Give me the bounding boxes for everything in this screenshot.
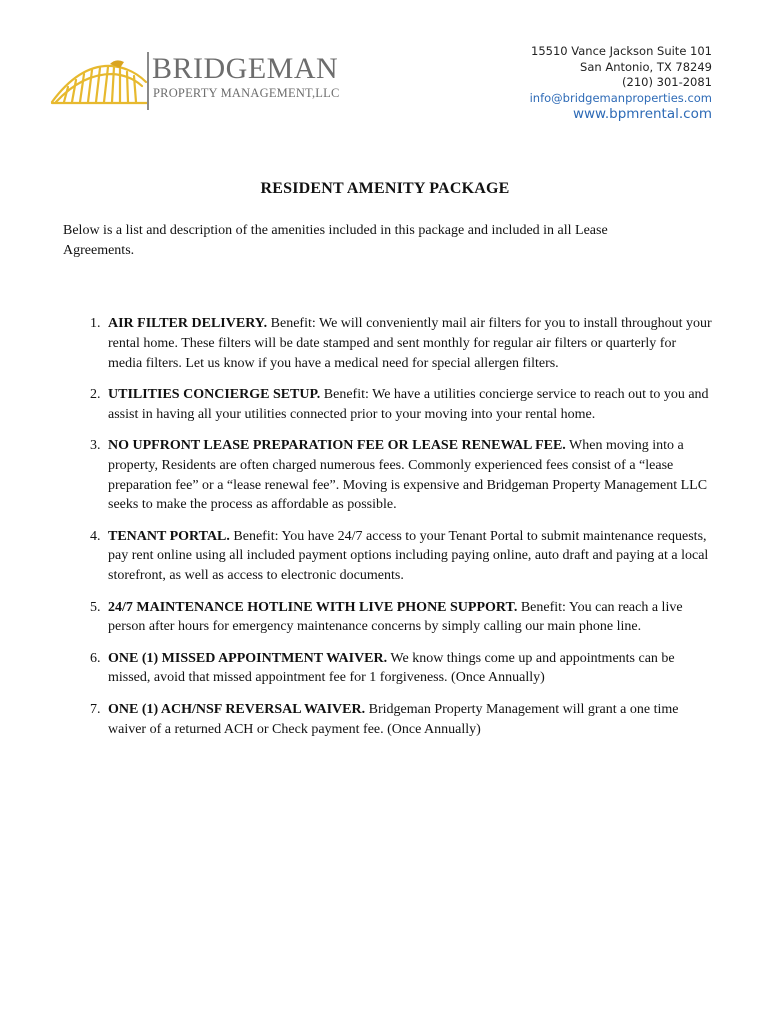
contact-block: [530, 44, 712, 123]
amenity-item-number: 1.: [90, 316, 101, 331]
logo-divider: [147, 52, 149, 110]
document-title: RESIDENT AMENITY PACKAGE: [260, 180, 510, 197]
amenity-item-number: 2.: [90, 386, 101, 402]
amenity-item-heading: ONE (1) ACH/NSF REVERSAL WAIVER.: [108, 701, 366, 717]
amenity-item-number: 4.: [90, 528, 101, 544]
amenity-item-body: Bridgeman Property Management will grant a one time waiver of a returned ACH or Check payment fee. (Once Annually): [108, 701, 679, 737]
amenity-item-number: 5.: [90, 599, 101, 615]
amenity-item-body: Benefit: We have a utilities concierge service to reach out to you and assist in having all your utilities connected prior to your moving into your rental home.: [108, 386, 709, 422]
amenity-item: [82, 700, 712, 740]
amenity-item-number: 6.: [90, 650, 101, 666]
amenity-item-body: When moving into a property, Residents are often charged numerous fees. Commonly experienced fees consist of a “lease preparation fee” or a “lease renewal fee”. Moving is expensive and Bridgeman Property Management LLC seeks to make the process as affordable as possible.: [108, 437, 708, 513]
amenity-item-heading: AIR FILTER DELIVERY.: [108, 316, 268, 331]
address-line-1: 15510 Vance Jackson Suite 101: [531, 44, 712, 58]
amenity-item-heading: NO UPFRONT LEASE PREPARATION FEE OR LEASE RENEWAL FEE.: [108, 437, 566, 453]
amenity-item-body: Benefit: You can reach a live person after hours for emergency maintenance concerns by simply calling our main phone line.: [108, 599, 683, 635]
amenity-item-heading: TENANT PORTAL.: [108, 528, 230, 544]
logo-company-subtitle: PROPERTY MANAGEMENT,LLC: [153, 86, 340, 100]
amenity-item-heading: UTILITIES CONCIERGE SETUP.: [108, 386, 321, 402]
phone-number: (210) 301-2081: [622, 75, 712, 89]
company-logo: [50, 50, 350, 115]
website-link[interactable]: www.bpmrental.com: [572, 106, 712, 122]
amenity-item: [82, 527, 712, 586]
amenity-item: [82, 598, 712, 638]
amenity-item-body: Benefit: We will conveniently mail air filters for you to install throughout your rental home. These filters will be date stamped and sent monthly for regular air filters or quarterly for media filters. Let us know if you have a medical need for special allergen filters.: [108, 316, 712, 371]
amenity-item-body: Benefit: You have 24/7 access to your Tenant Portal to submit maintenance requests, pay rent online using all included payment options including paying online, auto draft and paying at a local storefront, as well as access to electronic documents.: [108, 528, 709, 584]
amenity-item: [82, 314, 712, 373]
amenity-list: [82, 314, 712, 751]
amenity-item: [82, 436, 712, 515]
amenity-item-body: We know things come up and appointments can be missed, avoid that missed appointment fee for 1 forgiveness. (Once Annually): [108, 650, 675, 686]
logo-company-name: BRIDGEMAN: [152, 52, 339, 85]
email-link[interactable]: info@bridgemanproperties.com: [529, 90, 712, 105]
amenity-item: [82, 649, 712, 689]
amenity-item-heading: 24/7 MAINTENANCE HOTLINE WITH LIVE PHONE SUPPORT.: [108, 599, 518, 615]
amenity-item-heading: ONE (1) MISSED APPOINTMENT WAIVER.: [108, 650, 388, 666]
amenity-item-number: 3.: [90, 437, 101, 453]
bridge-logo-icon: [50, 56, 150, 108]
intro-paragraph: Below is a list and description of the amenities included in this package and included in all Lease Agreements.: [63, 223, 608, 258]
amenity-item-number: 7.: [90, 701, 101, 717]
address-line-2: San Antonio, TX 78249: [580, 59, 712, 74]
amenity-item: [82, 385, 712, 425]
